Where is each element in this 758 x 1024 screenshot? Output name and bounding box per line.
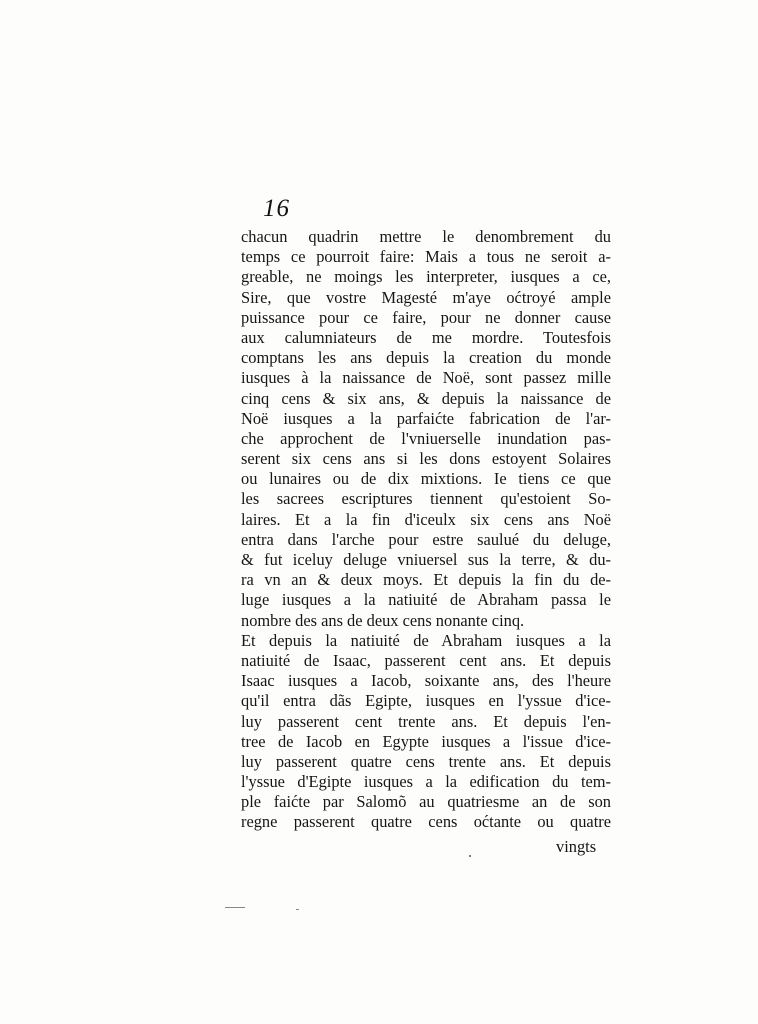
scan-mark — [225, 907, 245, 908]
text-line: puissance pour ce faire, pour ne donner cause — [241, 307, 611, 327]
catchword: vingts — [556, 837, 597, 856]
text-line: Isaac iusques a Iacob, soixante ans, des l'heure — [241, 671, 611, 691]
text-line: nombre des ans de deux cens nonante cinq. — [241, 610, 525, 630]
text-line: laires. Et a la fin d'iceulx six cens ans Noë — [241, 509, 611, 529]
text-line: l'yssue d'Egipte iusques a la edification du tem- — [241, 772, 611, 792]
text-line: iusques à la naissance de Noë, sont passez mille — [241, 368, 611, 388]
text-line: qu'il entra dãs Egipte, iusques en l'yssue d'ice- — [241, 691, 611, 711]
text-line: ou lunaires ou de dix mixtions. Ie tiens ce que — [241, 469, 611, 489]
text-line: luy passerent quatre cens trente ans. Et depuis — [241, 751, 611, 771]
scan-mark — [296, 909, 299, 910]
text-line: temps ce pourroit faire: Mais a tous ne seroit a- — [241, 247, 611, 267]
text-line: luge iusques a la natiuité de Abraham passa le — [241, 590, 611, 610]
text-line: Sire, que vostre Magesté m'aye oćtroyé ample — [241, 287, 611, 307]
ink-speck — [469, 855, 471, 857]
text-line: ra vn an & deux moys. Et depuis la fin du de- — [241, 570, 611, 590]
text-line: cinq cens & six ans, & depuis la naissance de — [241, 388, 611, 408]
text-line: les sacrees escriptures tiennent qu'estoient So- — [241, 489, 611, 509]
text-line: Et depuis la natiuité de Abraham iusques a la — [241, 630, 611, 650]
text-line: comptans les ans depuis la creation du monde — [241, 348, 611, 368]
text-block — [241, 227, 611, 833]
text-line: & fut iceluy deluge vniuersel sus la terre, & du- — [241, 550, 611, 569]
text-line: che approchent de l'vniuerselle inundation pas- — [241, 428, 611, 448]
text-line: chacun quadrin mettre le denombrement du — [241, 227, 611, 246]
text-line: greable, ne moings les interpreter, iusques a ce, — [241, 267, 611, 287]
text-line: natiuité de Isaac, passerent cent ans. Et depuis — [241, 650, 611, 670]
text-line: ple faićte par Salomõ au quatriesme an de son — [241, 792, 611, 812]
text-line: entra dans l'arche pour estre saulué du deluge, — [241, 529, 611, 549]
text-line: Noë iusques a la parfaićte fabrication de l'ar- — [241, 408, 611, 428]
text-line: tree de Iacob en Egypte iusques a l'issue d'ice- — [241, 731, 611, 751]
text-line: luy passerent cent trente ans. Et depuis l'en- — [241, 711, 611, 731]
text-line: serent six cens ans si les dons estoyent Solaires — [241, 449, 611, 469]
text-line: regne passerent quatre cens oćtante ou quatre — [241, 812, 611, 832]
page-number: 16 — [263, 195, 290, 222]
text-line: aux calumniateurs de me mordre. Toutesfois — [241, 327, 611, 347]
